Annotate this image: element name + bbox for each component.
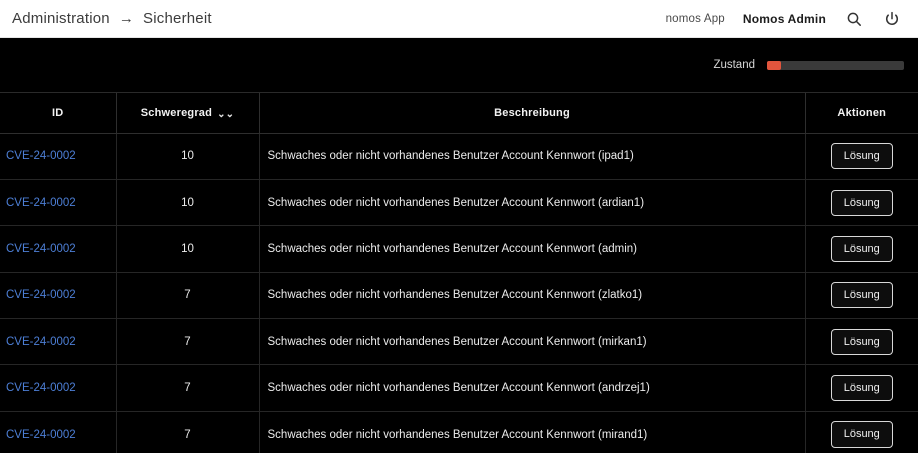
cell-description: Schwaches oder nicht vorhandenes Benutzer Account Kennwort (ardian1): [259, 179, 805, 225]
column-header-severity[interactable]: [116, 93, 259, 133]
breadcrumb-current: Sicherheit: [143, 10, 212, 27]
cell-id: [0, 319, 116, 365]
cell-severity: 7: [116, 411, 259, 453]
cell-description: Schwaches oder nicht vorhandenes Benutzer Account Kennwort (mirand1): [259, 411, 805, 453]
nav-link-nomos-admin[interactable]: Nomos Admin: [742, 11, 826, 26]
cell-id: [0, 365, 116, 411]
cve-link[interactable]: CVE-24-0002: [6, 428, 76, 441]
top-bar-actions: [666, 9, 902, 29]
cve-link[interactable]: CVE-24-0002: [6, 196, 76, 209]
cell-severity: 7: [116, 365, 259, 411]
cell-severity: 7: [116, 272, 259, 318]
table-header-row: [0, 93, 918, 133]
zustand-slider[interactable]: [767, 61, 904, 70]
solution-button[interactable]: Lösung: [831, 282, 893, 308]
power-icon[interactable]: [882, 9, 902, 29]
cell-id: [0, 226, 116, 272]
table-row: [0, 411, 918, 453]
breadcrumb-root[interactable]: Administration: [12, 10, 110, 27]
solution-button[interactable]: Lösung: [831, 143, 893, 169]
cell-severity: 7: [116, 319, 259, 365]
column-header-actions-label: Aktionen: [837, 106, 887, 119]
column-header-severity-label: Schweregrad: [140, 106, 213, 119]
cve-link[interactable]: CVE-24-0002: [6, 289, 76, 302]
cell-actions: [805, 272, 918, 318]
solution-button[interactable]: Lösung: [831, 190, 893, 216]
cell-description: Schwaches oder nicht vorhandenes Benutzer Account Kennwort (mirkan1): [259, 319, 805, 365]
cve-link[interactable]: CVE-24-0002: [6, 150, 76, 163]
breadcrumb: [12, 10, 212, 27]
column-header-id[interactable]: [0, 93, 116, 133]
column-header-actions: [805, 93, 918, 133]
cell-severity: 10: [116, 226, 259, 272]
breadcrumb-arrow-icon: →: [118, 10, 135, 27]
cell-severity: 10: [116, 133, 259, 179]
table-row: [0, 319, 918, 365]
cell-id: [0, 179, 116, 225]
cell-actions: [805, 365, 918, 411]
cell-description: Schwaches oder nicht vorhandenes Benutzer Account Kennwort (zlatko1): [259, 272, 805, 318]
cell-description: Schwaches oder nicht vorhandenes Benutzer Account Kennwort (andrzej1): [259, 365, 805, 411]
table-row: [0, 179, 918, 225]
solution-button[interactable]: Lösung: [831, 329, 893, 355]
column-header-id-label: ID: [52, 106, 64, 119]
zustand-slider-fill: [767, 61, 781, 70]
vulnerability-table-container: [0, 92, 918, 453]
nav-link-nomos-app[interactable]: nomos App: [665, 12, 725, 25]
table-row: [0, 365, 918, 411]
zustand-label: Zustand: [713, 59, 755, 71]
table-body: [0, 133, 918, 453]
table-row: [0, 226, 918, 272]
solution-button[interactable]: Lösung: [831, 421, 893, 447]
cell-id: [0, 411, 116, 453]
cell-id: [0, 133, 116, 179]
cell-id: [0, 272, 116, 318]
column-header-description-label: Beschreibung: [494, 106, 570, 119]
cve-link[interactable]: CVE-24-0002: [6, 242, 76, 255]
top-bar: [0, 0, 918, 38]
table-row: [0, 133, 918, 179]
column-header-description[interactable]: [259, 93, 805, 133]
table-header: [0, 93, 918, 133]
cell-actions: [805, 133, 918, 179]
cell-actions: [805, 179, 918, 225]
cell-actions: [805, 411, 918, 453]
cell-actions: [805, 319, 918, 365]
zustand-control: [713, 59, 904, 71]
cve-link[interactable]: CVE-24-0002: [6, 335, 76, 348]
cell-severity: 10: [116, 179, 259, 225]
sort-descending-icon[interactable]: ⌄⌄: [217, 108, 235, 120]
vulnerability-table: [0, 93, 918, 453]
cve-link[interactable]: CVE-24-0002: [6, 382, 76, 395]
search-icon[interactable]: [844, 9, 864, 29]
cell-description: Schwaches oder nicht vorhandenes Benutzer Account Kennwort (ipad1): [259, 133, 805, 179]
control-strip: [0, 38, 918, 92]
cell-actions: [805, 226, 918, 272]
table-row: [0, 272, 918, 318]
solution-button[interactable]: Lösung: [831, 236, 893, 262]
solution-button[interactable]: Lösung: [831, 375, 893, 401]
cell-description: Schwaches oder nicht vorhandenes Benutzer Account Kennwort (admin): [259, 226, 805, 272]
